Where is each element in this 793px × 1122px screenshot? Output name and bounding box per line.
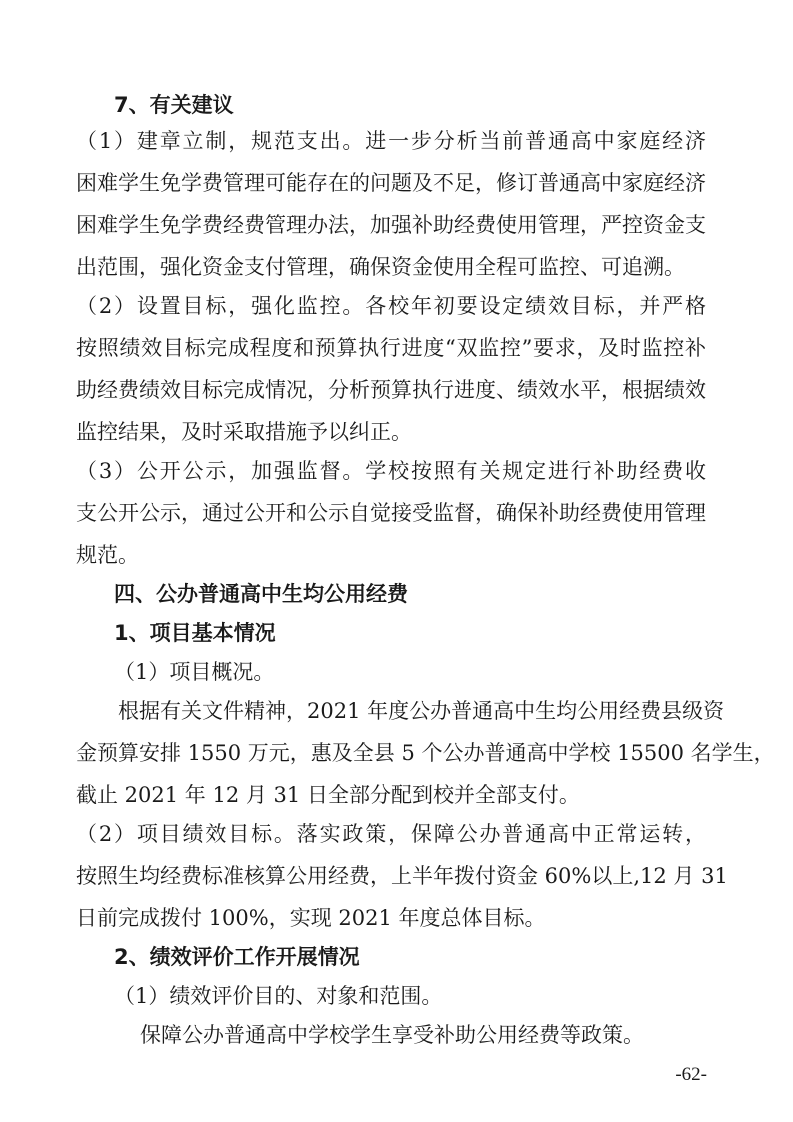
- p1-line-2: 困难学生免学费管理可能存在的问题及不足，修订普通高中家庭经济: [76, 171, 706, 195]
- p3-line-1: （3）公开公示，加强监督。学校按照有关规定进行补助经费收: [76, 459, 706, 483]
- p5-line-3: 日前完成拨付 100%，实现 2021 年度总体目标。: [76, 906, 546, 930]
- subheading-2: （1）绩效评价目的、对象和范围。: [114, 984, 443, 1008]
- p5-line-2: 按照生均经费标准核算公用经费，上半年拨付资金 60%以上,12 月 31: [76, 864, 728, 888]
- section-4-heading: 四、公办普通高中生均公用经费: [114, 582, 408, 606]
- p4-line-2: 金预算安排 1550 万元，惠及全县 5 个公办普通高中学校 15500 名学生，: [76, 741, 775, 765]
- subheading-1: （1）项目概况。: [114, 660, 275, 684]
- p2-line-2: 按照绩效目标完成程度和预算执行进度“双监控”要求，及时监控补: [76, 336, 706, 360]
- heading-7: 7、有关建议: [114, 93, 234, 117]
- p4-line-3: 截止 2021 年 12 月 31 日全部分配到校并全部支付。: [76, 783, 580, 807]
- p2-line-4: 监控结果，及时采取措施予以纠正。: [76, 420, 412, 444]
- p2-line-1: （2）设置目标，强化监控。各校年初要设定绩效目标，并严格: [76, 294, 706, 318]
- p2-line-3: 助经费绩效目标完成情况，分析预算执行进度、绩效水平，根据绩效: [76, 378, 706, 402]
- p4-line-1: 根据有关文件精神，2021 年度公办普通高中生均公用经费县级资: [118, 699, 725, 723]
- page-number: -62-: [675, 1064, 707, 1085]
- p1-line-4: 出范围，强化资金支付管理，确保资金使用全程可监控、可追溯。: [76, 255, 685, 279]
- p5-line-1: （2）项目绩效目标。落实政策，保障公办普通高中正常运转，: [76, 822, 706, 846]
- p3-line-2: 支公开公示，通过公开和公示自觉接受监督，确保补助经费使用管理: [76, 501, 706, 525]
- heading-1: 1、项目基本情况: [114, 621, 276, 645]
- p6: 保障公办普通高中学校学生享受补助公用经费等政策。: [140, 1023, 644, 1047]
- heading-2: 2、绩效评价工作开展情况: [114, 945, 360, 969]
- p3-line-3: 规范。: [76, 543, 139, 567]
- p1-line-3: 困难学生免学费经费管理办法，加强补助经费使用管理，严控资金支: [76, 213, 706, 237]
- p1-line-1: （1）建章立制，规范支出。进一步分析当前普通高中家庭经济: [76, 129, 706, 153]
